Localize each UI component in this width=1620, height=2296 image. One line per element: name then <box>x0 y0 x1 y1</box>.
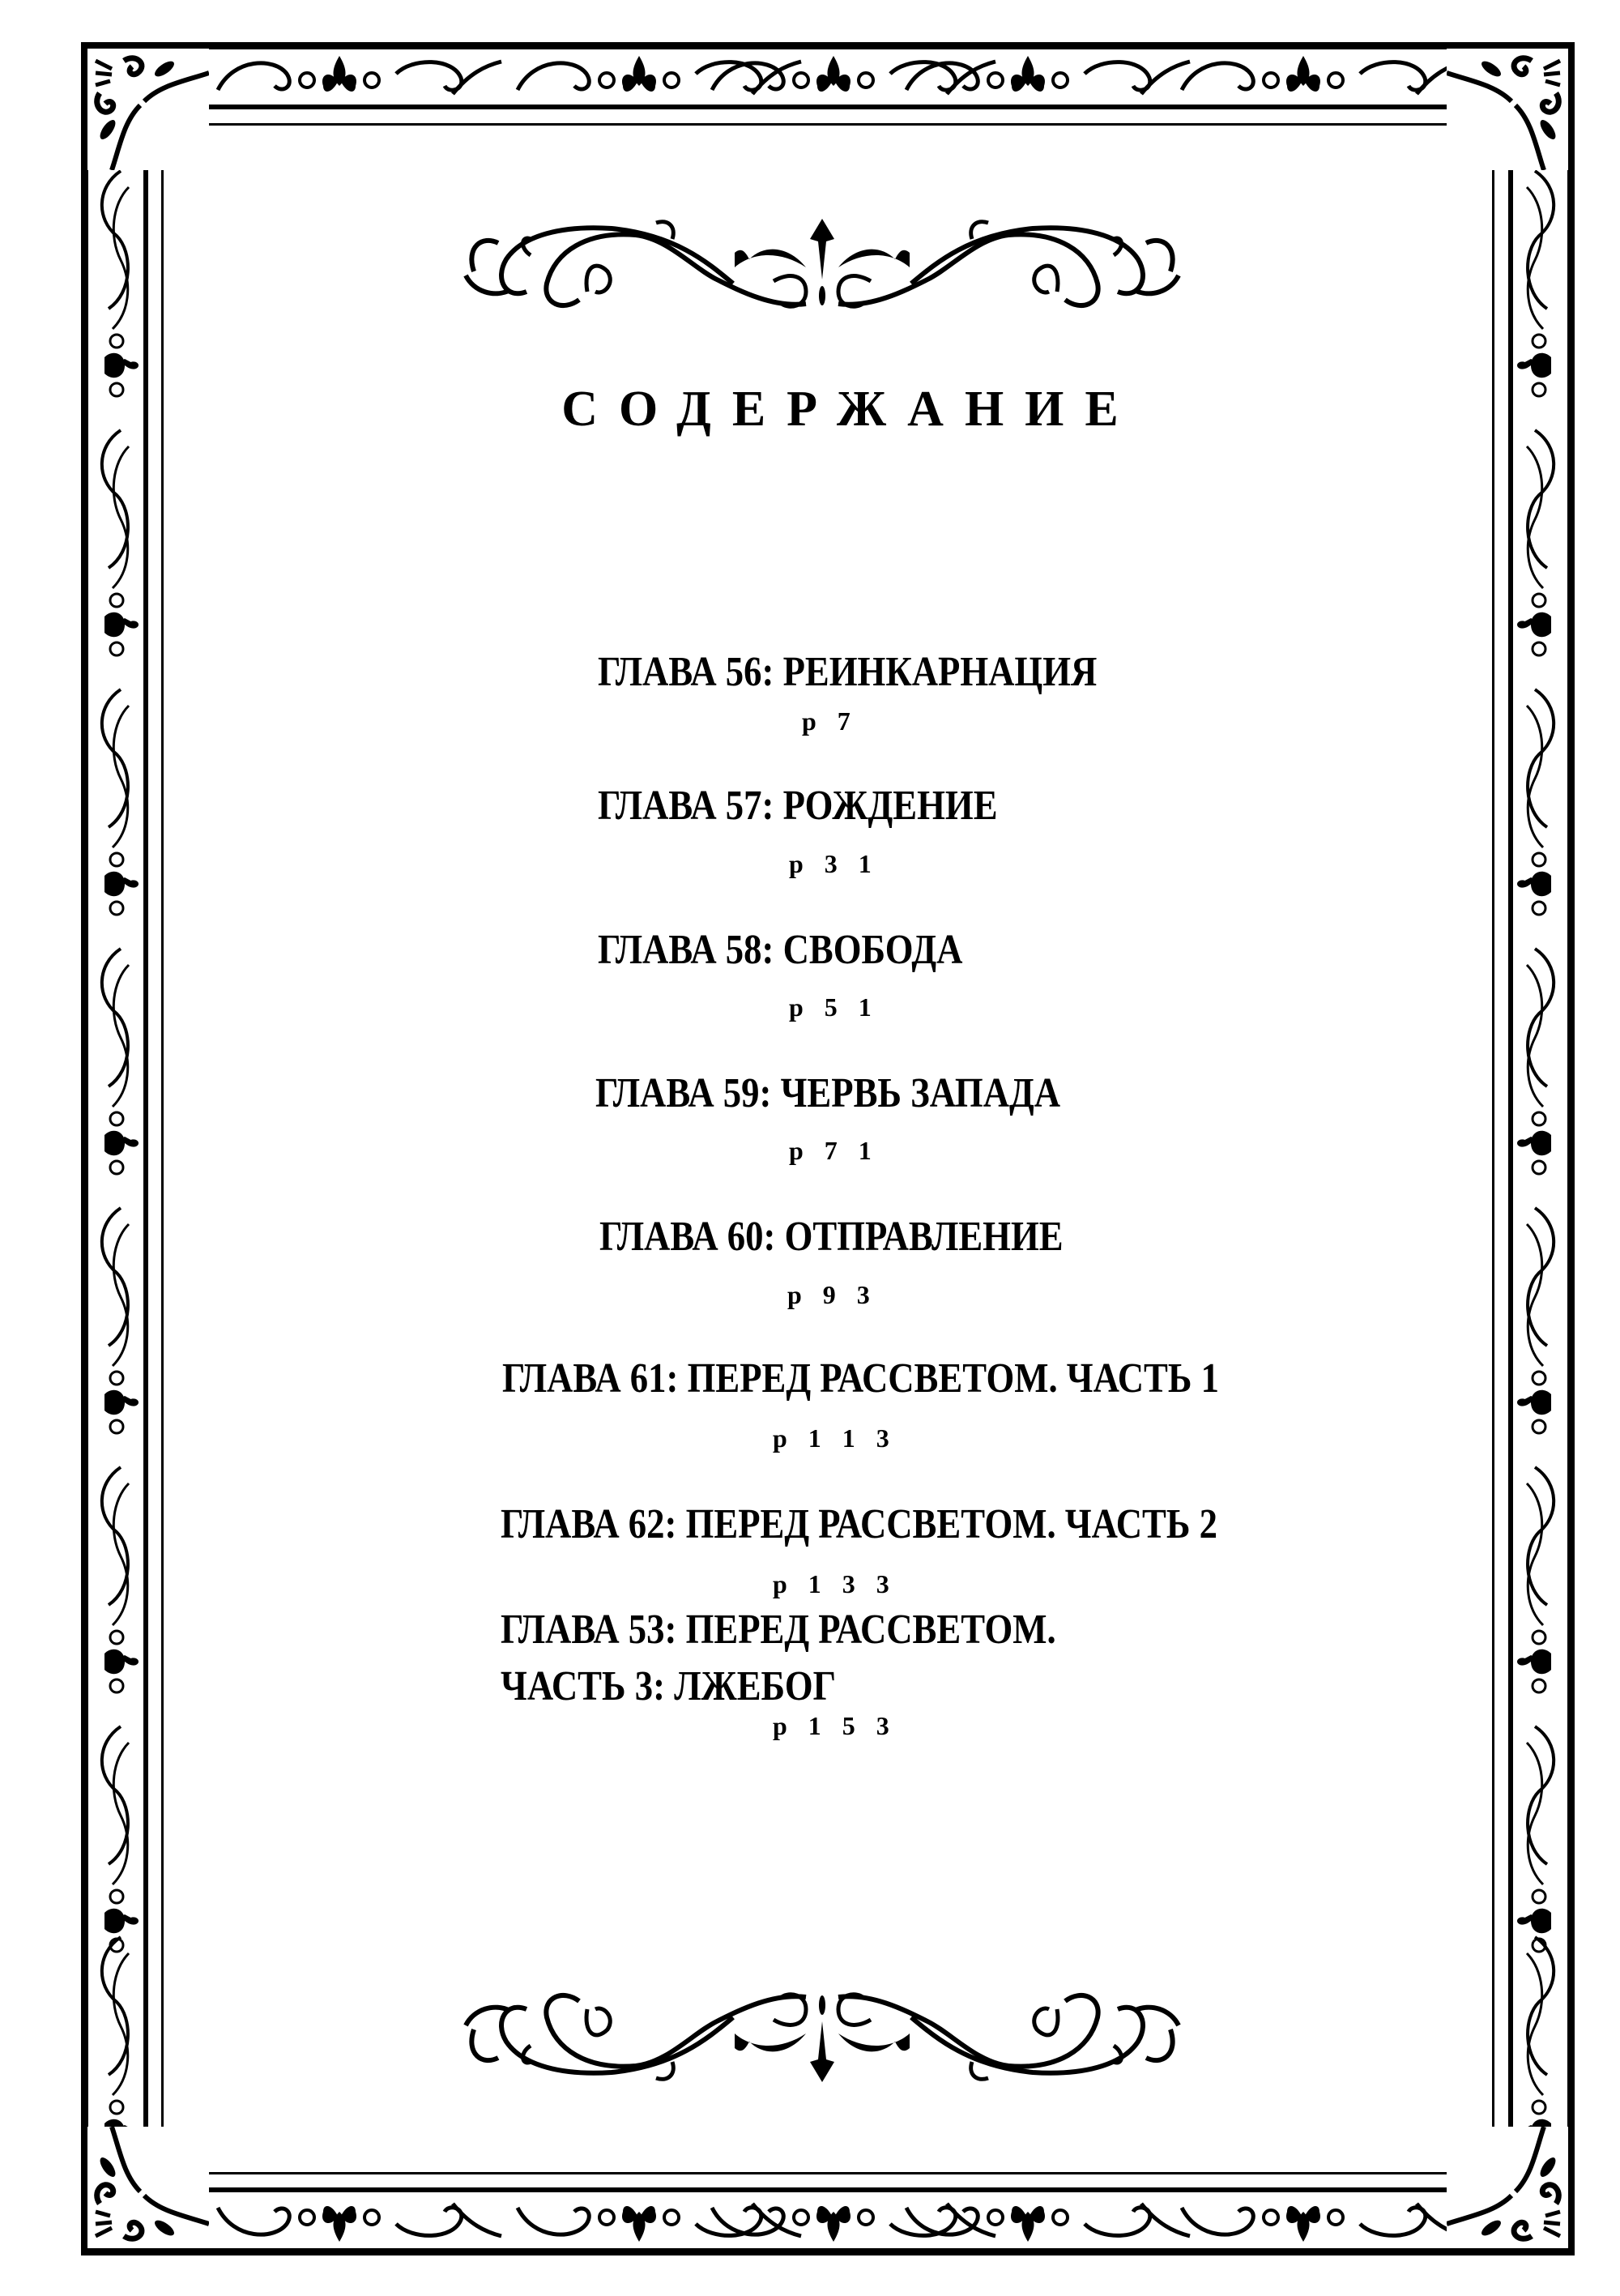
frame-outer-left-line <box>81 42 88 2255</box>
corner-ornament-icon <box>87 49 209 170</box>
corner-ornament-icon <box>1447 2127 1568 2248</box>
page-number: p 1 1 3 <box>773 1423 897 1453</box>
corner-ornament-icon <box>1447 49 1568 170</box>
chapter-title-line1: ГЛАВА 53: ПЕРЕД РАССВЕТОМ. <box>501 1607 1056 1653</box>
page-number: p 1 3 3 <box>773 1569 897 1598</box>
chapter-title: ГЛАВА 56: РЕИНКАРНАЦИЯ <box>598 649 1098 695</box>
page-number: p 5 1 <box>789 992 879 1022</box>
bottom-flourish-icon <box>450 1977 1195 2098</box>
page-number: p 7 1 <box>789 1136 879 1165</box>
chapter-title: ГЛАВА 59: ЧЕРВЬ ЗАПАДА <box>595 1070 1061 1116</box>
chapter-title: ГЛАВА 57: РОЖДЕНИЕ <box>598 783 998 829</box>
corner-ornament-icon <box>87 2127 209 2248</box>
page-number: p 7 <box>802 706 858 736</box>
frame-thin-left-line <box>161 123 164 2174</box>
page-number: p 1 5 3 <box>773 1711 897 1740</box>
frame-thin-top-line <box>161 123 1494 126</box>
page-title: СОДЕРЖАНИЕ <box>561 382 1140 437</box>
frame-thin-bottom-line <box>161 2172 1494 2174</box>
top-border-ornament-icon <box>88 49 1567 105</box>
frame-inner-top-line <box>143 105 1513 109</box>
chapter-title: ГЛАВА 60: ОТПРАВЛЕНИЕ <box>599 1214 1064 1260</box>
page-number: p 3 1 <box>789 849 879 878</box>
right-border-ornament-icon <box>1513 49 1567 2248</box>
chapter-title: ГЛАВА 61: ПЕРЕД РАССВЕТОМ. ЧАСТЬ 1 <box>502 1355 1219 1402</box>
chapter-title: ГЛАВА 58: СВОБОДА <box>598 927 963 973</box>
frame-outer-top-line <box>81 42 1575 49</box>
frame-inner-left-line <box>143 105 148 2192</box>
bottom-border-ornament-icon <box>88 2192 1567 2248</box>
top-flourish-icon <box>450 203 1195 324</box>
frame-outer-bottom-line <box>81 2248 1575 2255</box>
frame-thin-right-line <box>1492 123 1494 2174</box>
left-border-ornament-icon <box>88 49 143 2248</box>
page-number: p 9 3 <box>787 1280 877 1309</box>
chapter-title-line2: ЧАСТЬ 3: ЛЖЕБОГ <box>501 1663 837 1709</box>
chapter-title: ГЛАВА 62: ПЕРЕД РАССВЕТОМ. ЧАСТЬ 2 <box>501 1501 1217 1547</box>
frame-outer-right-line <box>1567 42 1575 2255</box>
